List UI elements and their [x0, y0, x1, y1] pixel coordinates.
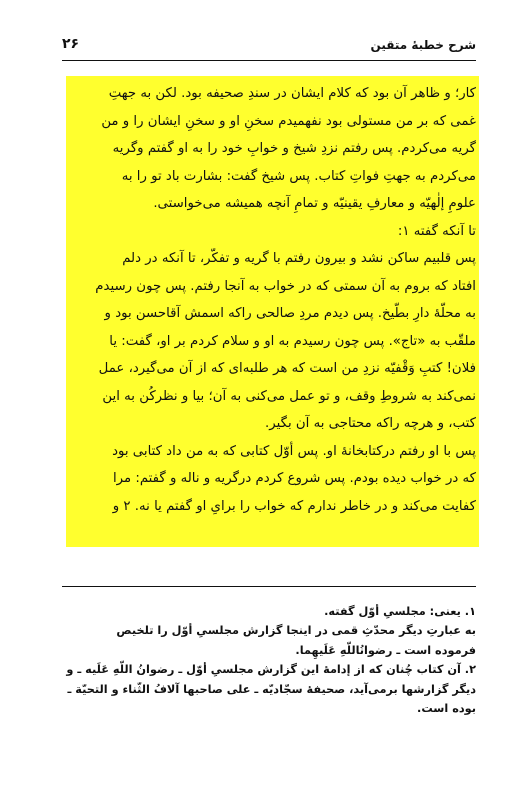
body-line: کتب، و هرچه راکه محتاجی به آن بگیر. [265, 416, 476, 431]
page-number: ۲۶ [62, 36, 80, 52]
body-line: می‌کردم به جهتِ فواتِ کتاب. پس شیخ گفت: بشارت باد تو را به [121, 168, 476, 184]
body-line: غمی که بر من مستولی بود نفهمیدم سخنِ او و سخنِ ایشان را و من [101, 113, 476, 129]
page-header [62, 34, 476, 58]
body-line: به محلّهٔ دارِ بطّیخ. پس دیدم مردِ صالحی راکه اسمش آقاحسن بود و [104, 306, 476, 321]
body-line: گریه می‌کردم. پس رفتم نزدِ شیخ و خوابِ خود را به او گفتم وگریه [112, 141, 476, 156]
body-line: نمی‌کند به شروطِ وقف، و تو عمل می‌کنی به آن؛ بیا و نظرکُن به این [102, 388, 476, 404]
body-line: کار؛ و ظاهر آن بود که کلام ایشان در سندِ صحیفه بود. لکن به جهتِ [108, 86, 476, 101]
footnote-line: فرموده است ـ رضوانُاللّهِ عَلَیهِما. [295, 643, 476, 657]
body-line: کفایت می‌کند و در خاطر ندارم که خواب را برایِ او گفتم یا نه. ۲ و [112, 498, 476, 514]
footnote-rule [62, 586, 476, 587]
footnotes [62, 602, 476, 718]
footnote-line: ۲. آن کتاب چُنان که از إدامهٔ این گزارش مجلسیِ أوّل ـ رضوانُ اللّهِ عَلَیه ـ و [66, 663, 476, 677]
body-line: که در خواب دیده بودم. پس شروع کردم درگریه و ناله و گفتم: مرا [112, 471, 476, 486]
body-line: پس قلبیم ساکن نشد و بیرون رفتم با گریه و تفکّر، تا آنکه در دلم [122, 251, 476, 266]
body-line: افتاد که بروم به آن سمتی که در خواب به آنجا رفتم. پس چون رسیدم [95, 278, 476, 294]
header-rule [62, 60, 476, 61]
body-line: علومِ إلٰهیّه و معارفِ یقینیّه و تمامِ آنچه همیشه می‌خواستی. [153, 196, 476, 211]
footnote-line: به عبارتِ دیگر محدّثِ قمی در اینجا گزارش مجلسیِ أوّل را تلخیص [116, 624, 476, 638]
footnote-line: بوده است. [417, 702, 476, 716]
body-line: پس با او رفتم درکتابخانهٔ او. پس أوّل کتابی که به من داد کتابی بود [112, 443, 476, 459]
body-line: فلان! کتبِ وَقْفیّه نزدِ من است که هر طلبه‌ای که از آن می‌گیرد، عمل [98, 361, 476, 376]
main-text [62, 80, 476, 520]
footnote-line: دیگر گزارشها برمی‌آید، صحیفهٔ سجّادیّه ـ علی صاحبها آلافُ الثّناء و التحیّة ـ [67, 682, 476, 696]
footnote-line: ۱. یعنی: مجلسیِ أوّل گفته. [324, 605, 476, 618]
running-title: شرح خطبهٔ متقین [370, 38, 476, 52]
body-line: ملقّب به «تاج». پس چون رسیدم به او و سلام کردم بر او، گفت: یا [109, 333, 476, 349]
body-line: تا آنکه گفته ۱: [397, 223, 476, 239]
